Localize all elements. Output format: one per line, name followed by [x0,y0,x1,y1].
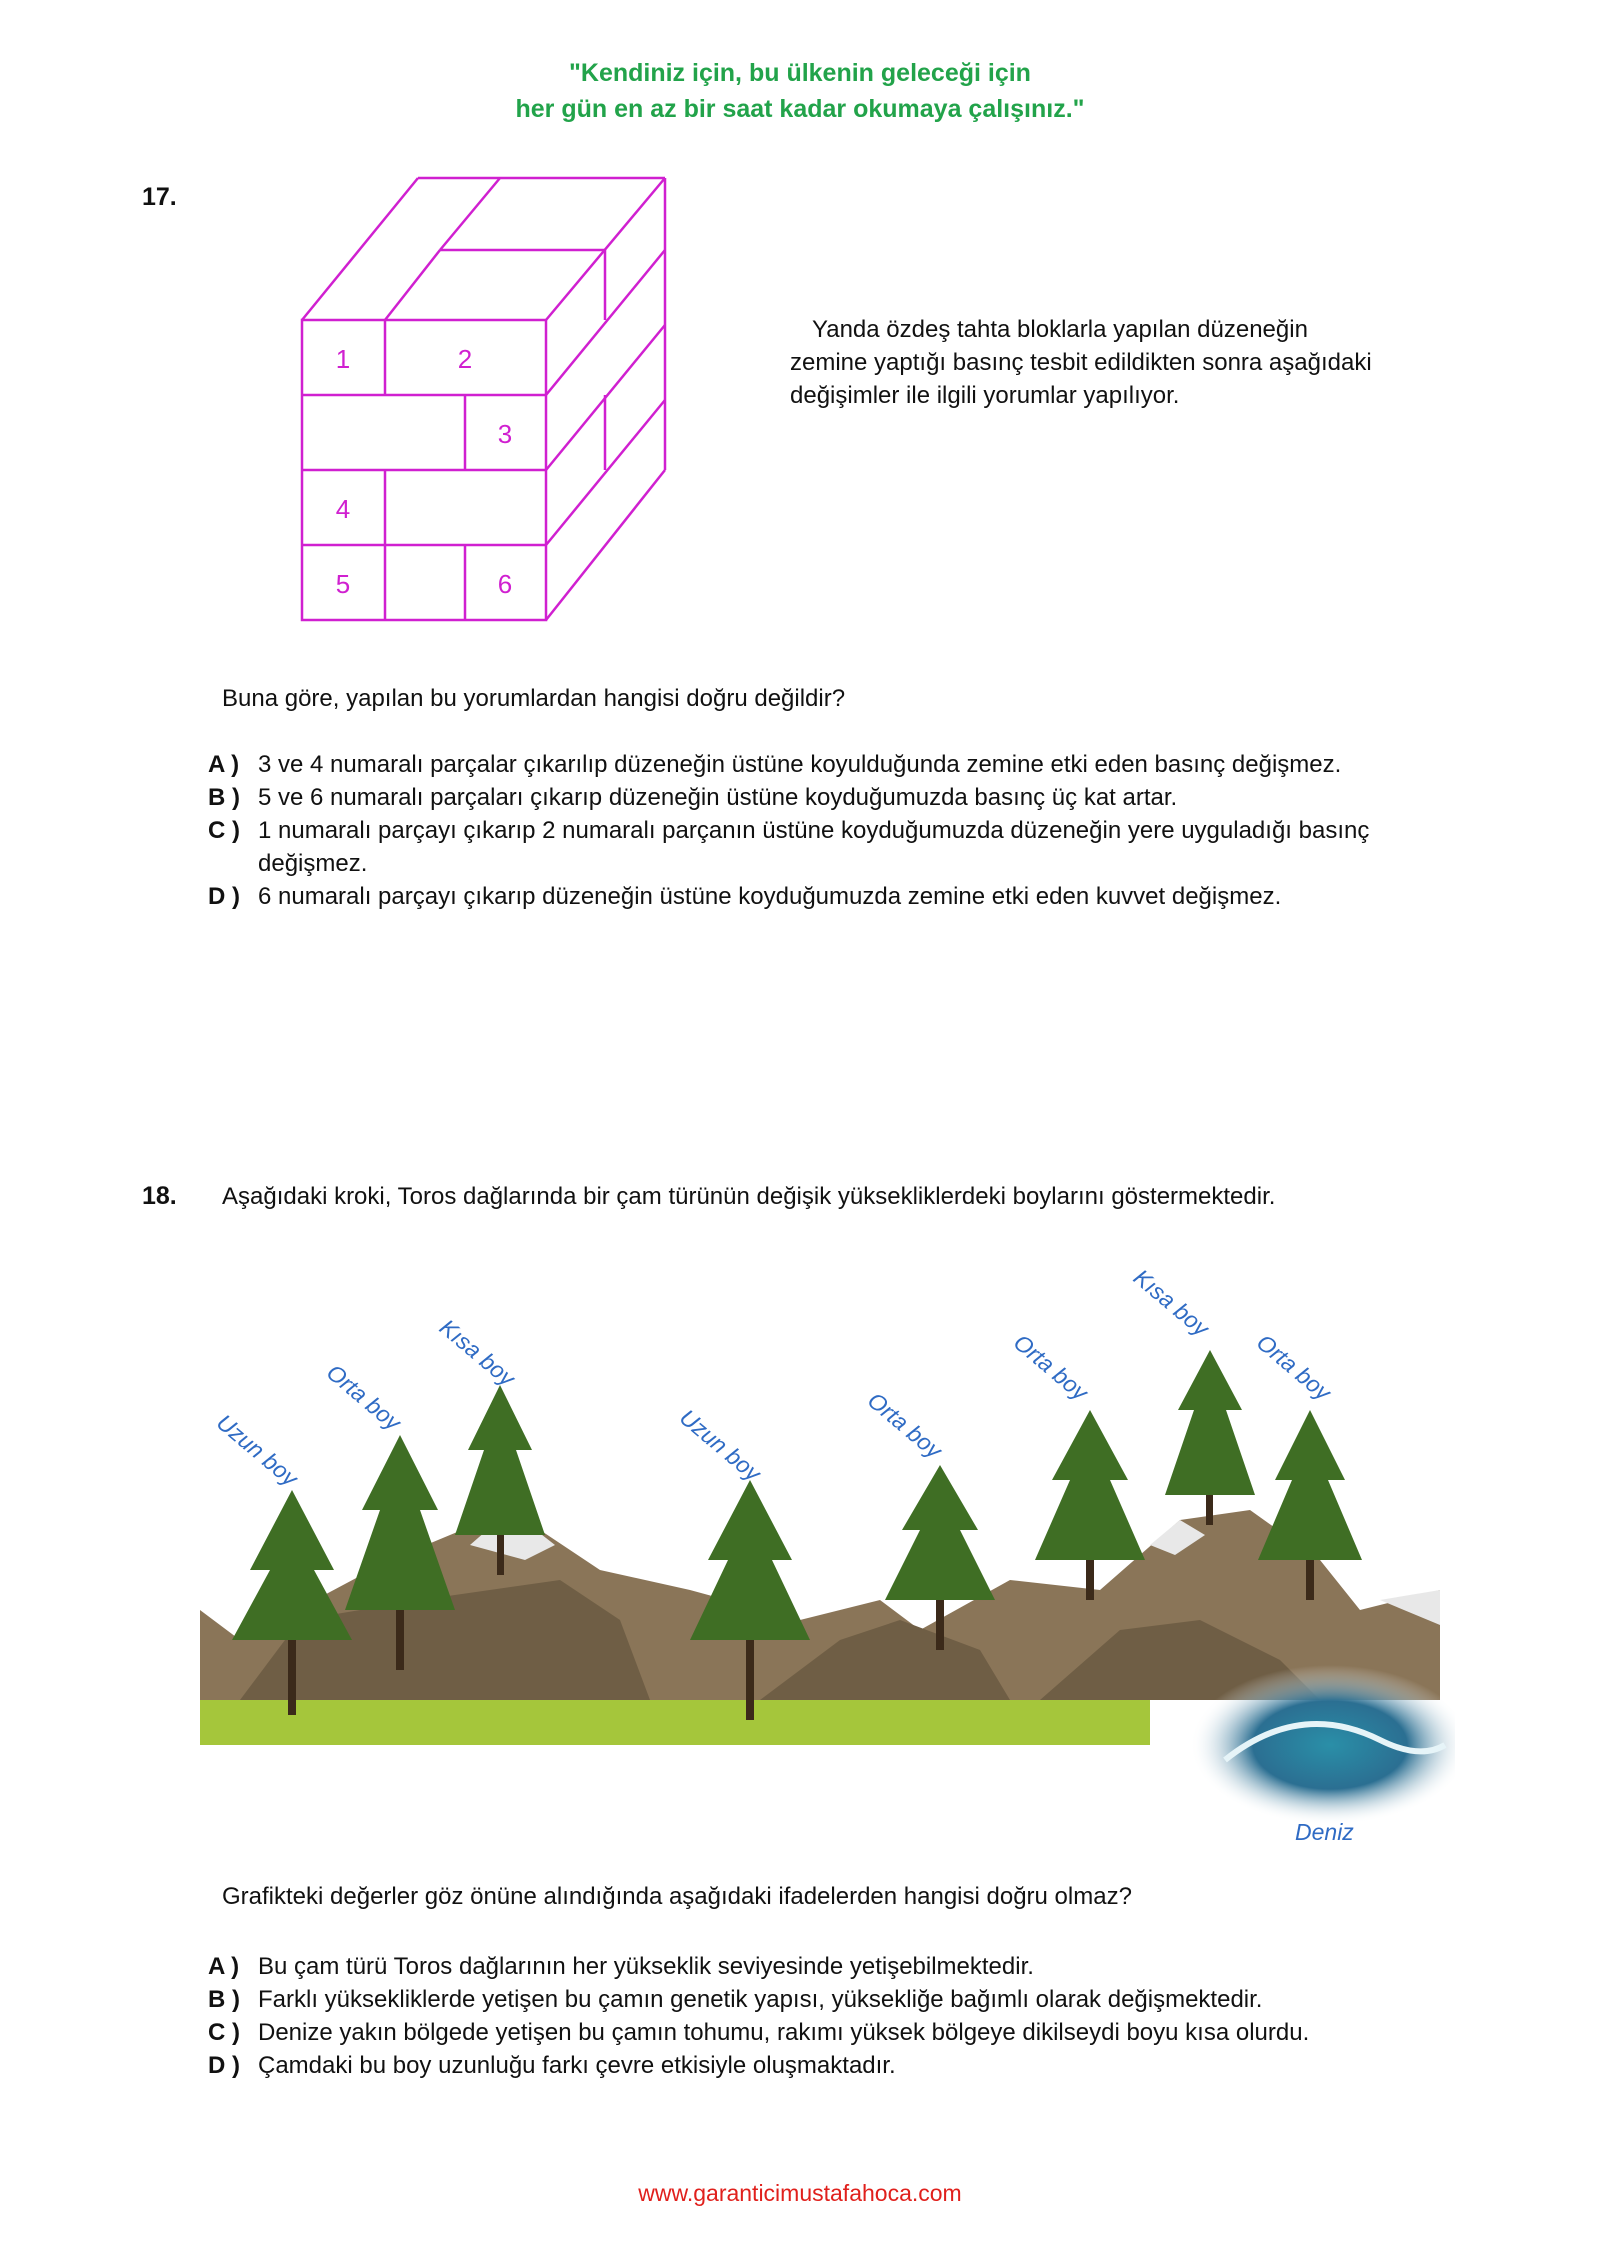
q18-option-a-text: Bu çam türü Toros dağlarının her yükseklik seviyesinde yetişebilmektedir. [258,1953,1034,1980]
tree-label-6: Orta boy [1008,1328,1094,1406]
block-number-1: 1 [335,344,351,374]
q18-option-c[interactable] [208,2016,1458,2049]
question-18-prompt: Grafikteki değerler göz önüne alındığında aşağıdaki ifadelerden hangisi doğru olmaz? [222,1883,1132,1910]
q18-option-c-text: Denize yakın bölgede yetişen bu çamın tohumu, rakımı yüksek bölgeye dikilseydi boyu kısa olurdu. [258,2019,1310,2046]
option-d-text: 6 numaralı parçayı çıkarıp düzeneğin üstüne koyduğumuzda zemine etki eden kuvvet değişmez. [258,883,1282,910]
question-17-intro: Yanda özdeş tahta bloklarla yapılan düzeneğin zemine yaptığı basınç tesbit edildikten sonra aşağıdaki değişimler ile ilgili yorumlar yapılıyor. [790,316,1372,409]
block-stack-outline [302,178,665,620]
q18-option-b-label: B ) [208,1986,240,2013]
block-number-5: 5 [335,569,351,599]
option-b-label: B ) [208,784,240,811]
grass-strip [200,1700,1150,1745]
block-number-2: 2 [457,344,473,374]
q18-option-b[interactable] [208,1983,1458,2016]
question-18-intro: Aşağıdaki kroki, Toros dağlarında bir çam türünün değişik yüksekliklerdeki boylarını göstermektedir. [222,1183,1276,1210]
q18-option-d[interactable] [208,2049,1458,2082]
question-18-number: 18. [142,1182,177,1210]
question-17-options [208,748,1438,913]
option-c[interactable] [208,814,1438,880]
block-number-4: 4 [335,494,351,524]
tree-label-2: Orta boy [321,1358,407,1436]
tree-7 [1165,1350,1255,1525]
question-17-prompt: Buna göre, yapılan bu yorumlardan hangisi doğru değildir? [222,685,846,712]
option-b[interactable] [208,781,1438,814]
motto-line-2: her gün en az bir saat kadar okumaya çalışınız." [515,95,1085,123]
option-a-label: A ) [208,751,240,778]
tree-label-8: Orta boy [1251,1328,1337,1406]
q18-option-a-label: A ) [208,1953,240,1980]
question-17-number: 17. [142,183,177,211]
block-number-labels [336,344,512,599]
q18-option-d-text: Çamdaki bu boy uzunluğu farkı çevre etkisiyle oluşmaktadır. [258,2052,896,2079]
tree-labels [212,1264,1337,1492]
tree-label-7: Kısa boy [1128,1263,1215,1342]
block-number-6: 6 [497,569,513,599]
footer-url[interactable]: www.garanticimustafahoca.com [638,2180,962,2206]
q18-option-d-label: D ) [208,2052,240,2079]
q18-option-c-label: C ) [208,2019,240,2046]
option-c-text: 1 numaralı parçayı çıkarıp 2 numaralı parçanın üstüne koyduğumuzda düzeneğin yere uyguladığı basınç değişmez. [258,817,1370,877]
tree-label-3: Kısa boy [434,1313,521,1392]
option-b-text: 5 ve 6 numaralı parçaları çıkarıp düzeneğin üstüne koyduğumuzda basınç üç kat artar. [258,784,1178,811]
option-d-label: D ) [208,883,240,910]
block-stack-diagram [290,170,690,630]
motto-line-1: "Kendiniz için, bu ülkenin geleceği için [569,59,1031,87]
option-c-label: C ) [208,817,240,844]
block-number-3: 3 [497,419,513,449]
question-18-options [208,1950,1458,2082]
q18-option-b-text: Farklı yüksekliklerde yetişen bu çamın genetik yapısı, yüksekliğe bağımlı olarak değişmektedir. [258,1986,1263,2013]
tree-label-4: Uzun boy [674,1403,766,1487]
option-a-text: 3 ve 4 numaralı parçalar çıkarılıp düzeneğin üstüne koyulduğunda zemine etki eden basınç değişmez. [258,751,1342,778]
toros-mountain-illustration [195,1260,1455,1840]
tree-label-5: Orta boy [862,1386,948,1464]
option-d[interactable] [208,880,1438,913]
tree-label-1: Uzun boy [211,1408,303,1492]
q18-option-a[interactable] [208,1950,1458,1983]
sea-label: Deniz [1295,1819,1354,1840]
option-a[interactable] [208,748,1438,781]
